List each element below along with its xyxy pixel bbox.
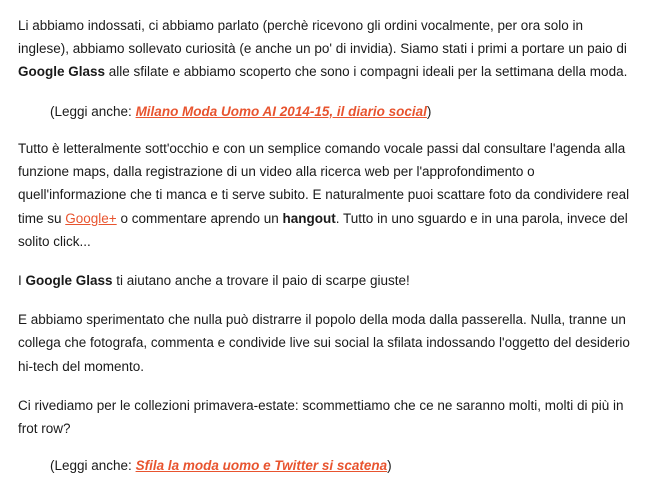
text-run: . Tutto in uno sguardo e in una parola, invece del solito click... [18,210,628,249]
text-run: alle sfilate e abbiamo scoperto che sono i compagni ideali per la settimana della moda. [105,64,628,80]
term-hangout: hangout [282,210,336,226]
quote-suffix: ) [426,103,432,119]
paragraph-5 [18,394,632,440]
read-also-quote-1 [18,100,632,123]
paragraph-2 [18,137,632,253]
quote-suffix: ) [387,458,392,474]
quote-prefix: (Leggi anche: [50,103,136,119]
text-run: Tutto è letteralmente sott'occhio e con un semplice comando vocale passi dal consultare l'agenda alla funzione maps, dalla registrazione di un video alla ricerca web per l'approfondimento o quell'informazione che ti manca e ti serve subito. E naturalmente puoi scattare foto da condividere real time su [18,140,630,226]
quote-prefix: (Leggi anche: [50,458,136,474]
text-run: ti aiutano anche a trovare il paio di scarpe giuste! [112,272,410,288]
google-plus-link[interactable]: Google+ [65,210,117,226]
paragraph-4 [18,308,632,378]
brand-google-glass: Google Glass [18,64,106,80]
read-also-quote-2 [18,454,632,477]
paragraph-3 [18,269,632,292]
text-run: I [18,272,26,288]
paragraph-intro [18,14,632,84]
text-run: Li abbiamo indossati, ci abbiamo parlato (perchè ricevono gli ordini vocalmente, per ora solo in inglese), abbiamo sollevato curiosità (e anche un po' di invidia). Siamo stati i primi a portare un paio di [18,18,627,57]
brand-google-glass: Google Glass [25,272,113,288]
text-run: Ci rivediamo per le collezioni primavera-estate: scommettiamo che ce ne saranno molti, molti di più in frot row? [18,397,624,437]
read-also-link-1[interactable]: Milano Moda Uomo AI 2014-15, il diario social [135,103,427,119]
text-run: o commentare aprendo un [116,210,283,226]
text-run: E abbiamo sperimentato che nulla può distrarre il popolo della moda dalla passerella. Nulla, tranne un collega che fotografa, commenta e condivide live sui social la sfilata indossando l'oggetto del desiderio hi-tech del momento. [18,312,630,374]
read-also-link-2[interactable]: Sfila la moda uomo e Twitter si scatena [135,458,388,474]
